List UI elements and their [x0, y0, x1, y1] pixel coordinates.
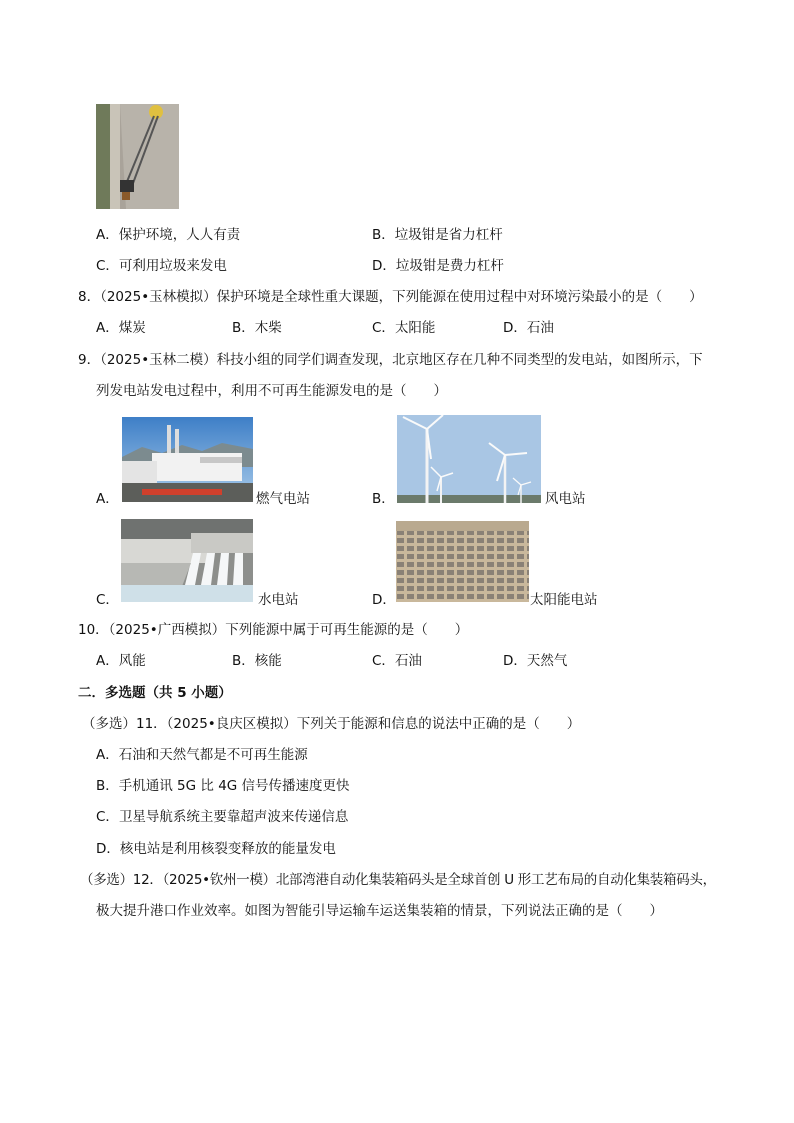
option-text: 保护环境，人人有责 — [118, 227, 241, 243]
option-letter: D． — [96, 841, 120, 857]
option-letter: B． — [232, 653, 255, 669]
q9-option-d-caption: 太阳能电站 — [530, 592, 598, 608]
q9-option-c-caption: 水电站 — [258, 592, 299, 608]
option-text: 天然气 — [526, 653, 568, 669]
option-text: 石油和天然气都是不可再生能源 — [118, 747, 308, 763]
option-letter: A． — [96, 653, 119, 669]
option-letter: D． — [503, 320, 527, 336]
option-letter: C． — [372, 320, 395, 336]
option-letter: D． — [372, 258, 396, 274]
option-text: 石油 — [526, 320, 554, 336]
q8-option-a[interactable] — [96, 319, 146, 337]
option-text: 手机通讯 5G 比 4G 信号传播速度更快 — [118, 778, 350, 794]
q8-option-d[interactable] — [503, 319, 554, 337]
hydro-dam-photo — [121, 519, 253, 602]
option-text: 垃圾钳是费力杠杆 — [395, 258, 504, 274]
q7-option-d[interactable] — [372, 257, 504, 275]
q9-option-a-letter[interactable]: A． — [96, 491, 119, 507]
q8-option-b[interactable] — [232, 319, 282, 337]
option-letter: A． — [96, 747, 119, 763]
option-letter: A． — [96, 320, 119, 336]
q7-option-a[interactable] — [96, 226, 240, 244]
option-letter: B． — [372, 227, 395, 243]
q10-option-c[interactable] — [372, 652, 422, 670]
q11-option-a[interactable] — [96, 746, 308, 764]
q9-option-c-letter[interactable]: C． — [96, 592, 119, 608]
trash-grabber-photo — [96, 104, 179, 209]
option-letter: C． — [96, 809, 119, 825]
question-10-stem: 10．（2025•广西模拟）下列能源中属于可再生能源的是（ ） — [78, 622, 469, 638]
question-12-stem-line2: 极大提升港口作业效率。如图为智能引导运输车运送集装箱的情景，下列说法正确的是（ ） — [96, 903, 663, 919]
q10-option-a[interactable] — [96, 652, 146, 670]
wind-turbine-photo — [397, 415, 541, 503]
option-text: 卫星导航系统主要靠超声波来传递信息 — [118, 809, 349, 825]
q9-option-b-letter[interactable]: B． — [372, 491, 395, 507]
q7-option-c[interactable] — [96, 257, 227, 275]
q11-option-b[interactable] — [96, 777, 350, 795]
question-8-stem: 8．（2025•玉林模拟）保护环境是全球性重大课题，下列能源在使用过程中对环境污染最小的是（ ） — [78, 289, 703, 305]
q7-option-b[interactable] — [372, 226, 503, 244]
q10-option-d[interactable] — [503, 652, 567, 670]
q9-option-b-caption: 风电站 — [545, 491, 586, 507]
q9-option-d-letter[interactable]: D． — [372, 592, 396, 608]
option-letter: A． — [96, 227, 119, 243]
option-letter: D． — [503, 653, 527, 669]
option-letter: B． — [232, 320, 255, 336]
option-text: 可利用垃圾来发电 — [118, 258, 227, 274]
option-letter: B． — [96, 778, 119, 794]
question-9-stem-line2: 列发电站发电过程中，利用不可再生能源发电的是（ ） — [96, 383, 447, 399]
question-12-stem-line1: （多选）12．（2025•钦州一模）北部湾港自动化集装箱码头是全球首创 U 形工艺布局的自动化集装箱码头， — [80, 872, 716, 888]
question-11-stem: （多选）11．（2025•良庆区模拟）下列关于能源和信息的说法中正确的是（ ） — [82, 716, 581, 732]
q10-option-b[interactable] — [232, 652, 282, 670]
option-letter: C． — [372, 653, 395, 669]
option-text: 垃圾钳是省力杠杆 — [394, 227, 503, 243]
option-text: 石油 — [394, 653, 422, 669]
option-letter: C． — [96, 258, 119, 274]
q11-option-c[interactable] — [96, 808, 348, 826]
option-text: 木柴 — [254, 320, 282, 336]
option-text: 核能 — [254, 653, 282, 669]
option-text: 风能 — [118, 653, 146, 669]
option-text: 煤炭 — [118, 320, 146, 336]
gas-power-station-photo — [122, 417, 253, 502]
solar-farm-photo — [396, 521, 529, 602]
q11-option-d[interactable] — [96, 840, 336, 858]
section-heading: 二．多选题（共 5 小题） — [78, 685, 232, 701]
q8-option-c[interactable] — [372, 319, 435, 337]
question-9-stem-line1: 9．（2025•玉林二模）科技小组的同学们调查发现，北京地区存在几种不同类型的发电站，如图所示，下 — [78, 352, 703, 368]
q9-option-a-caption: 燃气电站 — [256, 491, 310, 507]
option-text: 核电站是利用核裂变释放的能量发电 — [119, 841, 336, 857]
option-text: 太阳能 — [394, 320, 436, 336]
